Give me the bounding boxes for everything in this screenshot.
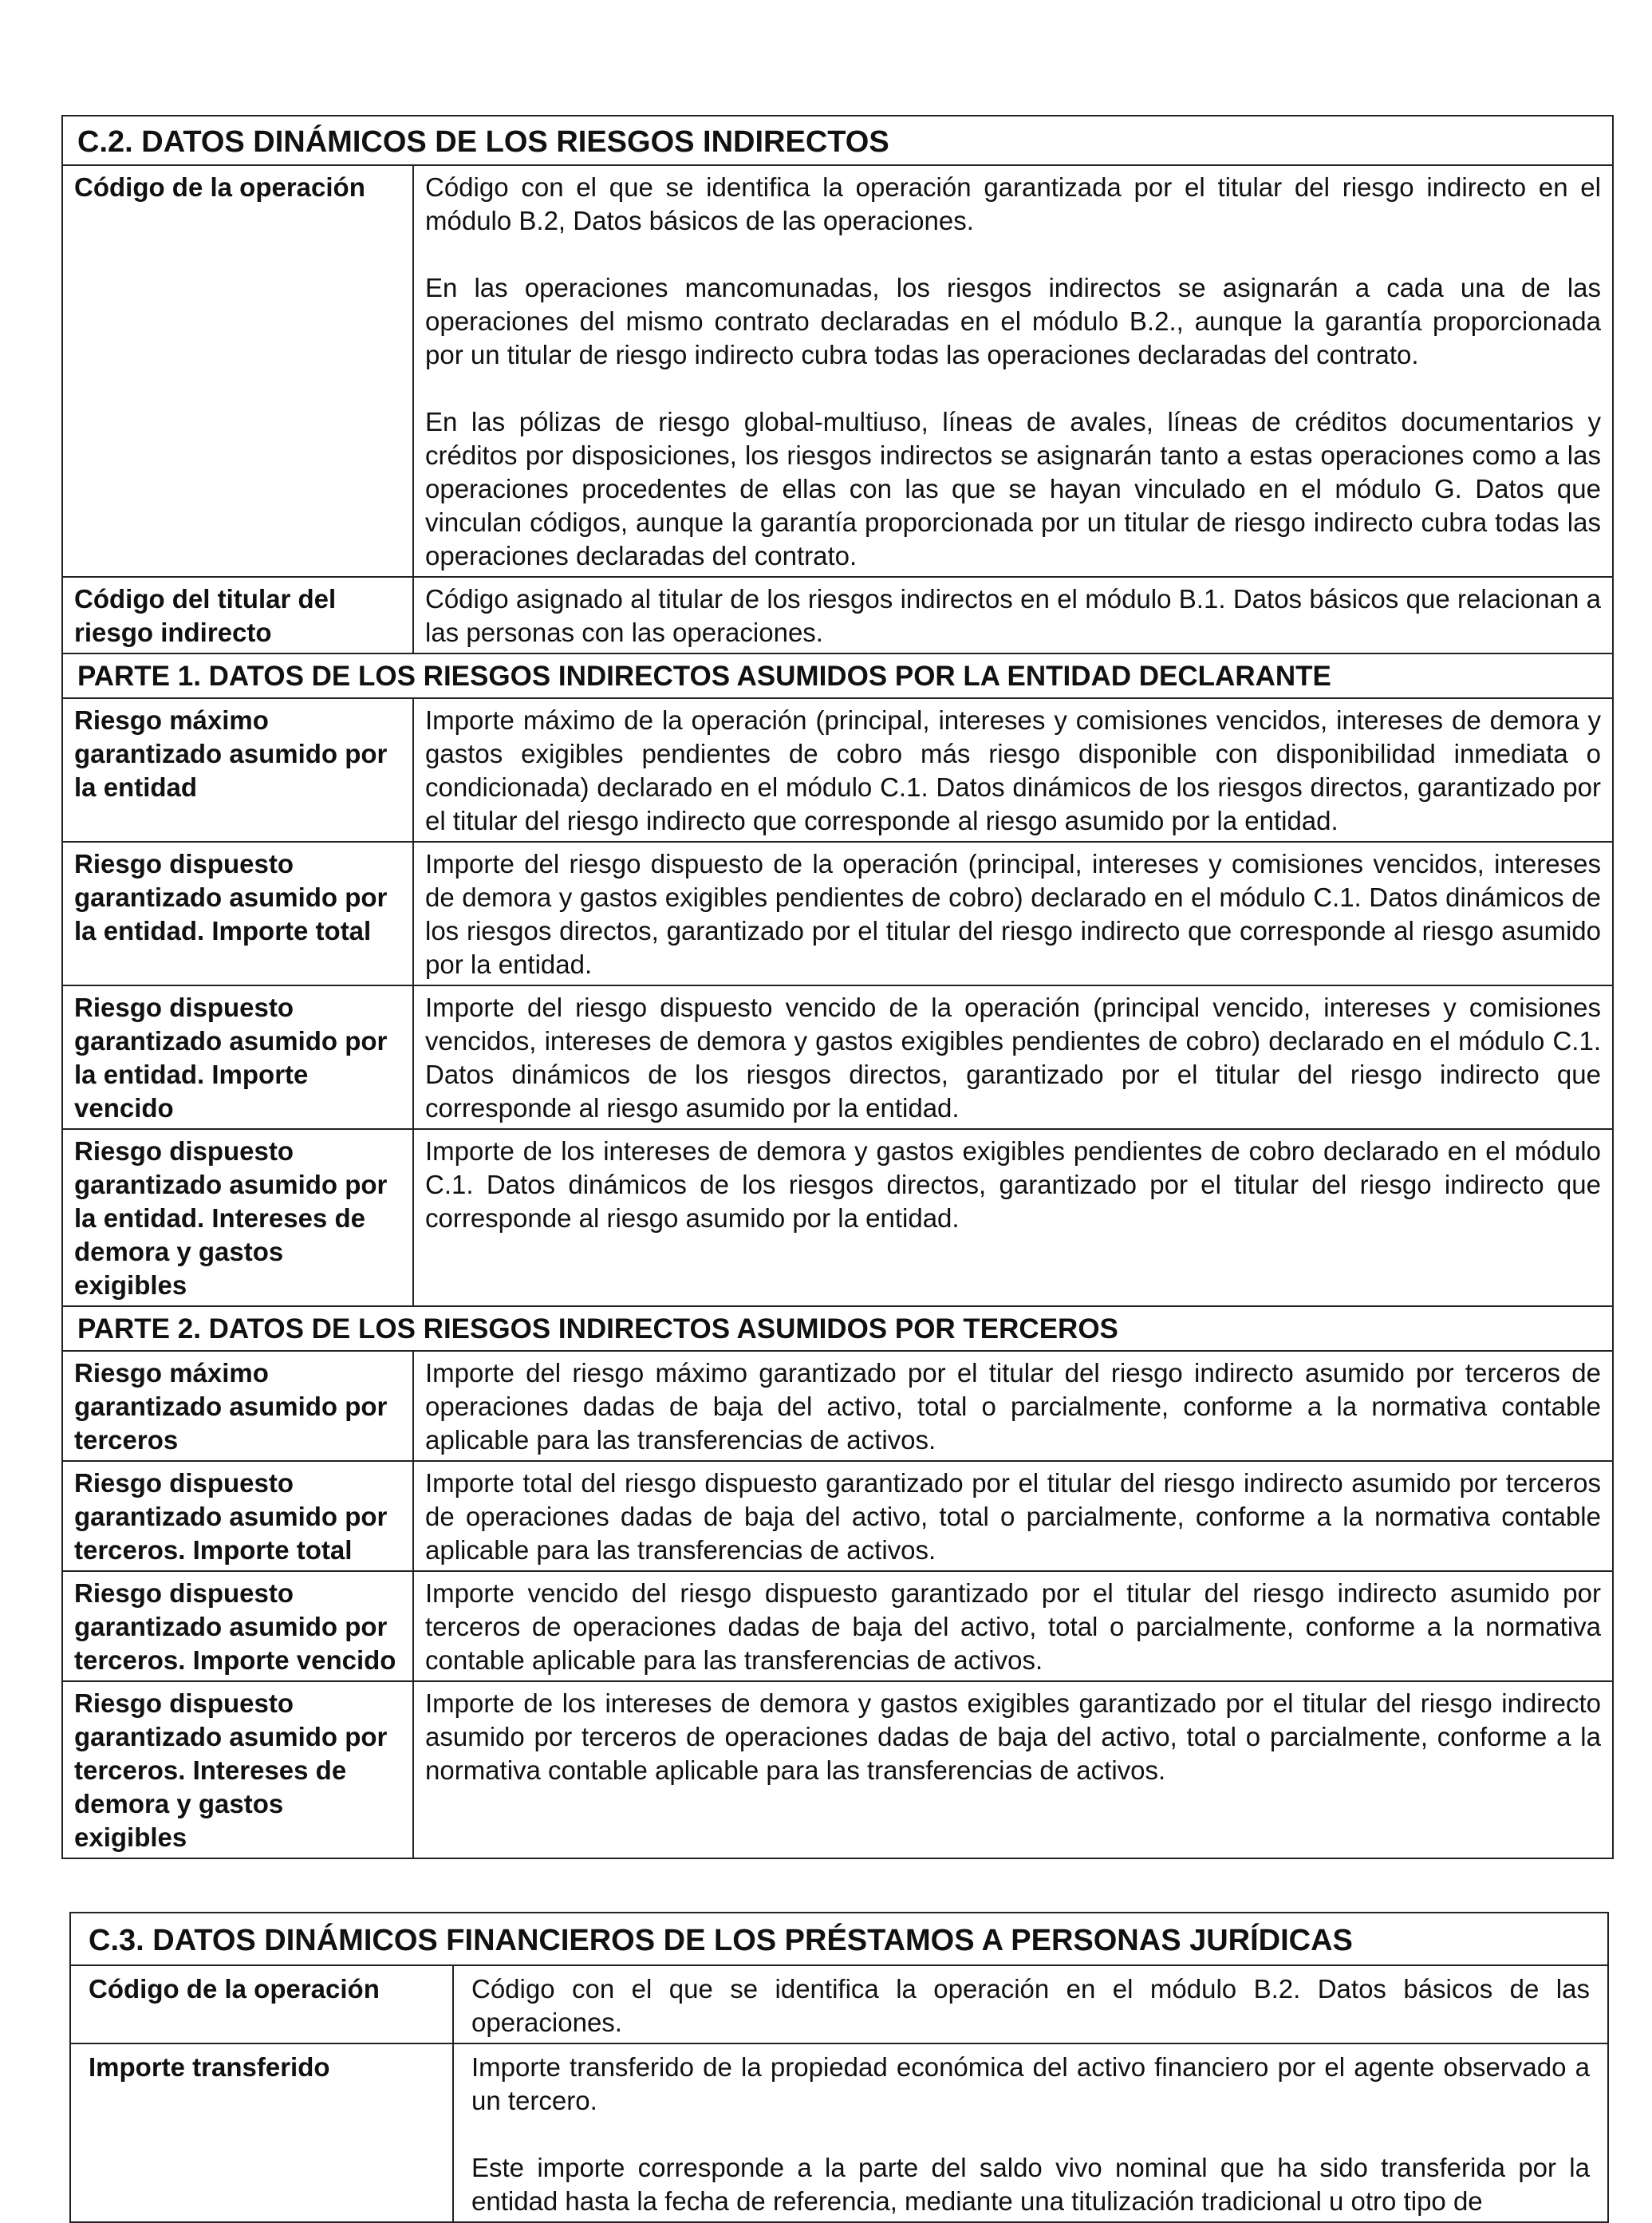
c2-title: C.2. DATOS DINÁMICOS DE LOS RIESGOS INDIRECTOS bbox=[62, 116, 1613, 165]
c3-section bbox=[69, 1912, 1609, 2223]
table-row bbox=[62, 165, 1613, 577]
table-row bbox=[70, 2043, 1608, 2222]
table-row bbox=[62, 1129, 1613, 1306]
field-description: Importe total del riesgo dispuesto garantizado por el titular del riesgo indirecto asumido por terceros de operaciones dadas de baja del activo, total o parcialmente, conforme a la normativa contable aplicable para las transferencias de activos. bbox=[413, 1461, 1613, 1571]
c2-table bbox=[61, 115, 1614, 1859]
table-row bbox=[62, 842, 1613, 985]
description-paragraph: En las operaciones mancomunadas, los riesgos indirectos se asignarán a cada una de las operaciones del mismo contrato declaradas en el módulo B.2., aunque la garantía proporcionada por un titular de riesgo indirecto cubra todas las operaciones declaradas del contrato. bbox=[425, 273, 1601, 369]
field-description bbox=[413, 165, 1613, 577]
field-description: Importe del riesgo dispuesto vencido de la operación (principal vencido, intereses y comisiones vencidos, intereses de demora y gastos exigibles pendientes de cobro) declarado en el módulo C.1. Datos dinámicos de los riesgos directos, garantizado por el titular del riesgo indirecto que corresponde al riesgo asumido por la entidad. bbox=[413, 985, 1613, 1129]
field-label: Riesgo máximo garantizado asumido por terceros bbox=[62, 1351, 413, 1461]
c3-title: C.3. DATOS DINÁMICOS FINANCIEROS DE LOS PRÉSTAMOS A PERSONAS JURÍDICAS bbox=[70, 1913, 1608, 1965]
table-row bbox=[62, 1571, 1613, 1681]
description-paragraph: En las pólizas de riesgo global-multiuso, líneas de avales, líneas de créditos documentarios y créditos por disposiciones, los riesgos indirectos se asignarán tanto a estas operaciones como a las operaciones procedentes de ellas con las que se hayan vinculado en el módulo G. Datos que vinculan códigos, aunque la garantía proporcionada por un titular de riesgo indirecto cubra todas las operaciones declaradas del contrato. bbox=[425, 407, 1601, 571]
table-row bbox=[62, 1461, 1613, 1571]
part2-title: PARTE 2. DATOS DE LOS RIESGOS INDIRECTOS ASUMIDOS POR TERCEROS bbox=[62, 1306, 1613, 1351]
c2-section bbox=[61, 115, 1614, 1859]
field-label: Código del titular del riesgo indirecto bbox=[62, 577, 413, 653]
field-label: Riesgo dispuesto garantizado asumido por terceros. Importe vencido bbox=[62, 1571, 413, 1681]
field-label: Riesgo máximo garantizado asumido por la entidad bbox=[62, 698, 413, 842]
part1-title: PARTE 1. DATOS DE LOS RIESGOS INDIRECTOS ASUMIDOS POR LA ENTIDAD DECLARANTE bbox=[62, 653, 1613, 698]
field-label: Código de la operación bbox=[62, 165, 413, 577]
c3-table bbox=[69, 1912, 1609, 2223]
field-description bbox=[453, 2043, 1608, 2222]
field-description: Código asignado al titular de los riesgos indirectos en el módulo B.1. Datos básicos que relacionan a las personas con las operaciones. bbox=[413, 577, 1613, 653]
field-description: Código con el que se identifica la operación en el módulo B.2. Datos básicos de las operaciones. bbox=[453, 1965, 1608, 2043]
field-label: Riesgo dispuesto garantizado asumido por la entidad. Importe total bbox=[62, 842, 413, 985]
table-row bbox=[62, 985, 1613, 1129]
field-description: Importe del riesgo dispuesto de la operación (principal, intereses y comisiones vencidos, intereses de demora y gastos exigibles pendientes de cobro) declarado en el módulo C.1. Datos dinámicos de los riesgos directos, garantizado por el titular del riesgo indirecto que corresponde al riesgo asumido por la entidad. bbox=[413, 842, 1613, 985]
field-description: Importe del riesgo máximo garantizado por el titular del riesgo indirecto asumido por terceros de operaciones dadas de baja del activo, total o parcialmente, conforme a la normativa contable aplicable para las transferencias de activos. bbox=[413, 1351, 1613, 1461]
field-label: Código de la operación bbox=[70, 1965, 453, 2043]
field-label: Riesgo dispuesto garantizado asumido por la entidad. Importe vencido bbox=[62, 985, 413, 1129]
field-description: Importe de los intereses de demora y gastos exigibles garantizado por el titular del riesgo indirecto asumido por terceros de operaciones dadas de baja del activo, total o parcialmente, conforme a la normativa contable aplicable para las transferencias de activos. bbox=[413, 1681, 1613, 1858]
field-label: Importe transferido bbox=[70, 2043, 453, 2222]
description-paragraph: Este importe corresponde a la parte del saldo vivo nominal que ha sido transferida por la entidad hasta la fecha de referencia, mediante una titulización tradicional u otro tipo de bbox=[471, 2153, 1590, 2216]
table-row bbox=[62, 577, 1613, 653]
field-label: Riesgo dispuesto garantizado asumido por terceros. Intereses de demora y gastos exigibles bbox=[62, 1681, 413, 1858]
field-description: Importe de los intereses de demora y gastos exigibles pendientes de cobro declarado en el módulo C.1. Datos dinámicos de los riesgos directos, garantizado por el titular del riesgo indirecto que corresponde al riesgo asumido por la entidad. bbox=[413, 1129, 1613, 1306]
description-paragraph: Código con el que se identifica la operación garantizada por el titular del riesgo indirecto en el módulo B.2, Datos básicos de las operaciones. bbox=[425, 172, 1601, 235]
table-row bbox=[62, 1681, 1613, 1858]
field-description: Importe máximo de la operación (principal, intereses y comisiones vencidos, intereses de demora y gastos exigibles pendientes de cobro más riesgo disponible con disponibilidad inmediata o condicionada) declarado en el módulo C.1. Datos dinámicos de los riesgos directos, garantizado por el titular del riesgo indirecto que corresponde al riesgo asumido por la entidad. bbox=[413, 698, 1613, 842]
field-label: Riesgo dispuesto garantizado asumido por terceros. Importe total bbox=[62, 1461, 413, 1571]
table-row bbox=[62, 698, 1613, 842]
description-paragraph: Importe transferido de la propiedad económica del activo financiero por el agente observado a un tercero. bbox=[471, 2052, 1590, 2115]
table-row bbox=[70, 1965, 1608, 2043]
field-label: Riesgo dispuesto garantizado asumido por la entidad. Intereses de demora y gastos exigibles bbox=[62, 1129, 413, 1306]
table-row bbox=[62, 1351, 1613, 1461]
field-description: Importe vencido del riesgo dispuesto garantizado por el titular del riesgo indirecto asumido por terceros de operaciones dadas de baja del activo, total o parcialmente, conforme a la normativa contable aplicable para las transferencias de activos. bbox=[413, 1571, 1613, 1681]
